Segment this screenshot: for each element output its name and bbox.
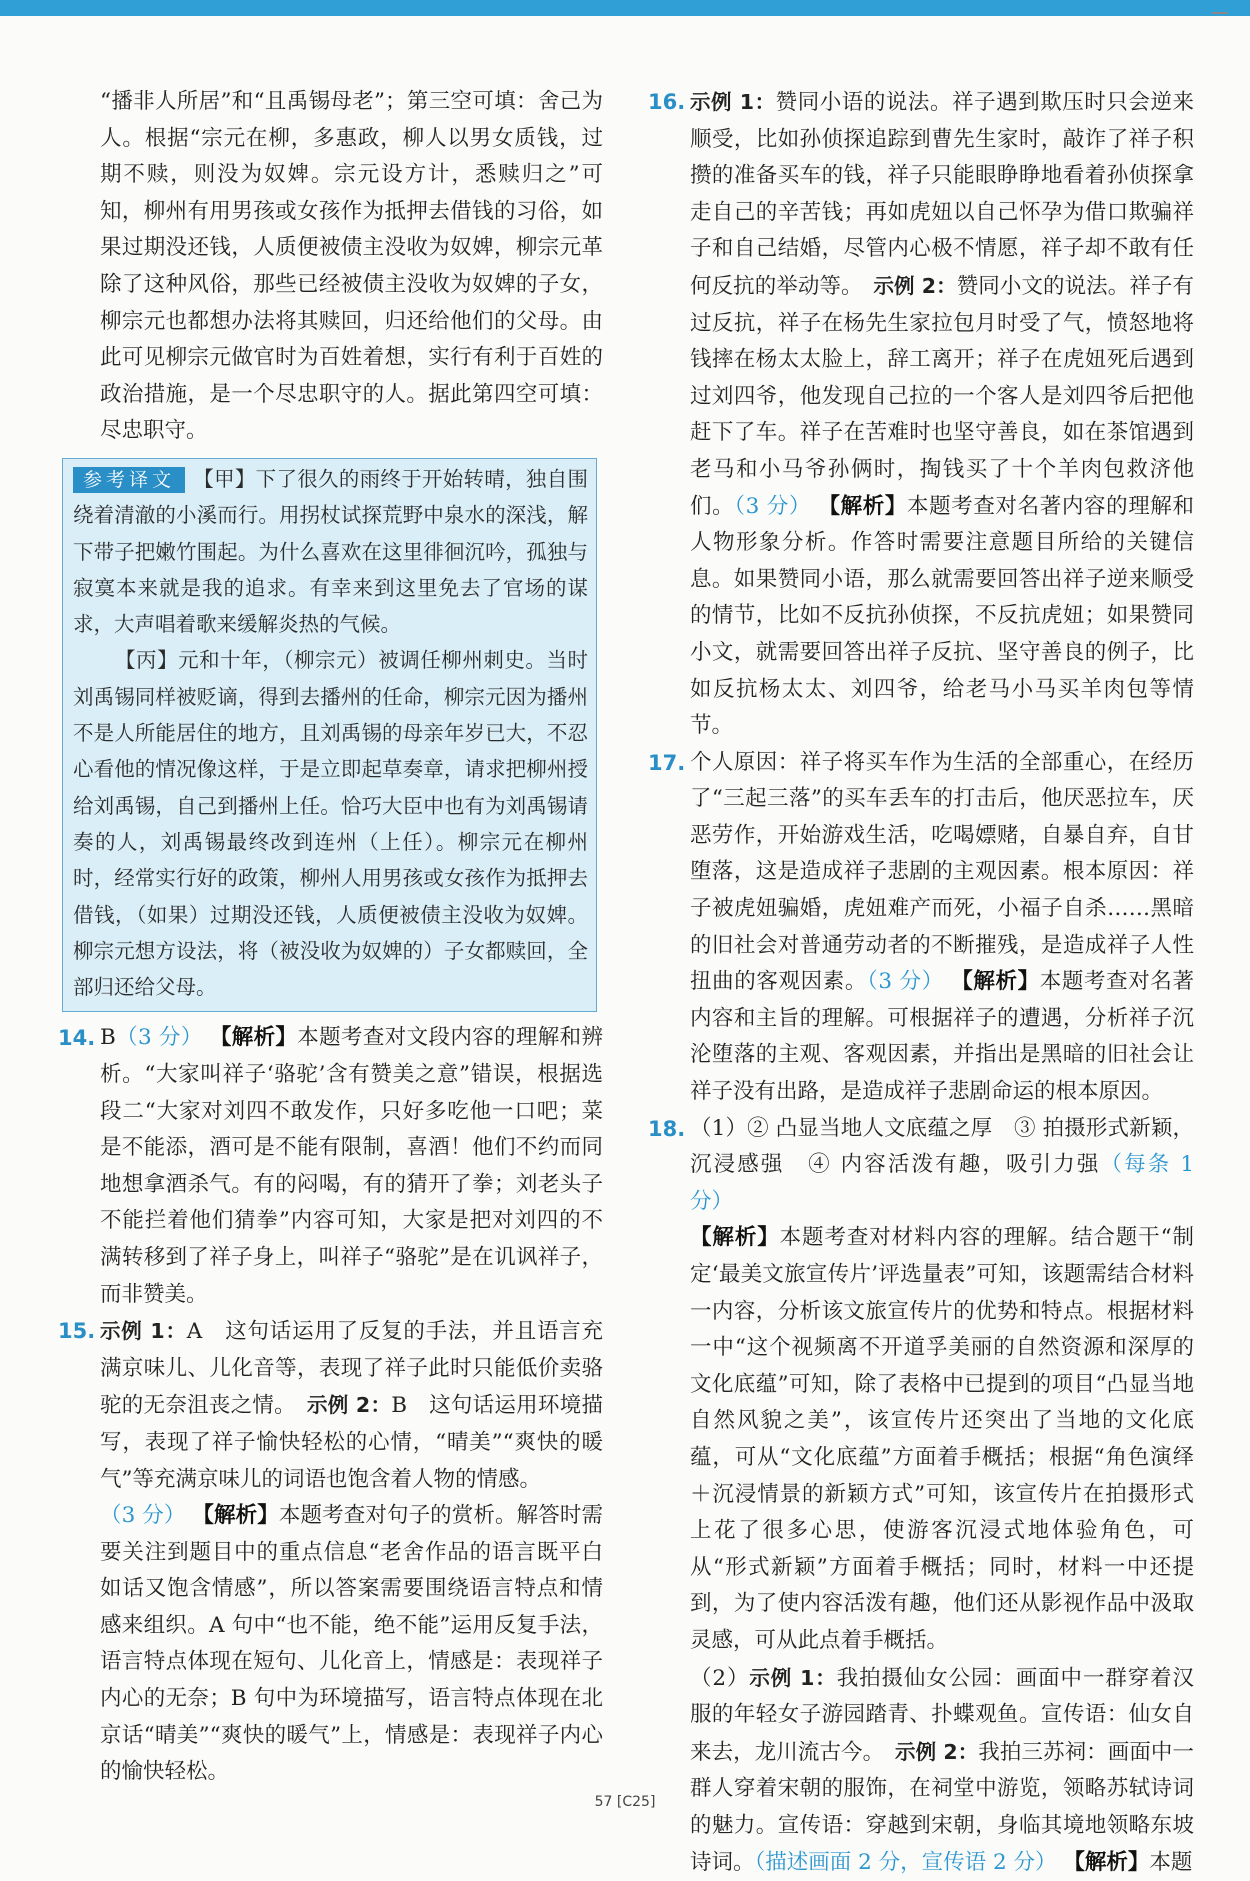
reference-translation-tag: 参考译文 — [73, 467, 185, 493]
score-note: （3 分） — [867, 969, 944, 995]
ref-paragraph-2: 【丙】元和十年，（柳宗元）被调任柳州刺史。当时刘禹锡同样被贬谪，得到去播州的任命，柳宗元因为播州不是人所能居住的地方，且刘禹锡的母亲年岁已大，不忍心看他的情况像这样，于是立即起草奏章，请求把柳州授给刘禹锡，自己到播州上任。恰巧大臣中也有为刘禹锡请奏的人，刘禹锡最终改到连州（上任）。柳宗元在柳州时，经常实行好的政策，柳州人用男孩或女孩作为抵押去借钱，（如果）过期没还钱，人质便被债主没收为奴婢。柳宗元想方设法，将（被没收为奴婢的）子女都赎回，全部归还给父母。 — [73, 648, 588, 1000]
answer-text: （1）② 凸显当地人文底蕴之厚 ③ 拍摄形式新颖，沉浸感强 ④ 内容活泼有趣，吸引力强 — [690, 1115, 1194, 1178]
example-text: 我拍摄仙女公园：画面中一群穿着汉服的年轻女子游园踏青、扑蝶观鱼。宣传语：仙女自来去，龙川流古今。 — [690, 1665, 1194, 1765]
question-16-answer — [690, 84, 1194, 745]
analysis-text: 本题考查对句子的赏析。解答时需要关注到题目中的重点信息“老舍作品的语言既平白如话又饱含情感”，所以答案需要围绕语言特点和情感来组织。A 句中“也不能，绝不能”运用反复手法，语言特点体现在短句、儿化音上，情感是：表现祥子内心的无奈；B 句中为环境描写，语言特点体现在北京话“晴美”“爽快的暖气”上，情感是：表现祥子内心的愉快轻松。 — [100, 1503, 603, 1785]
question-number: 18. — [648, 1116, 686, 1141]
question-18-answer — [690, 1111, 1194, 1660]
analysis-text: 本题考查对材料内容的理解。结合题干“制定‘最美文旅宣传片’评选量表”可知，该题需结合材料一内容，分析该文旅宣传片的优势和特点。根据材料一中“这个视频离不开道孚美丽的自然资源和深厚的文化底蕴”可知，除了表格中已提到的项目“凸显当地自然风貌之美”，该宣传片还突出了当地的文化底蕴，可从“文化底蕴”方面着手概括；根据“角色演绎＋沉浸情景的新颖方式”可知，该宣传片在拍摄形式上花了很多心思，使游客沉浸式地体验角色，可从“形式新颖”方面着手概括；同时，材料一中还提到，为了使内容活泼有趣，他们还从影视作品中汲取灵感，可从此点着手概括。 — [690, 1225, 1194, 1653]
example-text: B 这句话运用环境描写，表现了祥子愉快轻松的心情，“晴美”“爽快的暖气”等充满京味儿的词语也饱含着人物的情感。 — [100, 1393, 603, 1492]
score-note: （3 分） — [734, 493, 812, 519]
ref-paragraph-1 — [73, 461, 588, 642]
score-note: （3 分） — [100, 1503, 186, 1529]
example-text: A 这句话运用了反复的手法，并且语言充满京味儿、儿化音等，表现了祥子此时只能低价卖骆驼的无奈沮丧之情。 — [100, 1319, 603, 1419]
question-16 — [648, 84, 1194, 745]
analysis-label: 【解析】 — [1063, 1849, 1150, 1875]
question-15-answer — [100, 1313, 603, 1791]
page-number: 57 — [594, 1794, 613, 1810]
question-14-answer — [100, 1020, 603, 1313]
answer-choice: B — [100, 1025, 116, 1051]
top-color-bar — [0, 0, 1250, 16]
analysis-label: 【解析】 — [818, 493, 907, 519]
question-17 — [648, 745, 1194, 1111]
analysis-label: 【解析】 — [690, 1225, 780, 1251]
example-label: 示例 1： — [100, 1319, 187, 1344]
question-number: 17. — [648, 750, 686, 775]
question-18 — [648, 1111, 1194, 1660]
question-number: 14. — [58, 1026, 96, 1051]
intro-paragraph: “播非人所居”和“且禹锡母老”；第三空可填：舍己为人。根据“宗元在柳，多惠政，柳人以男女质钱，过期不赎，则没为奴婢。宗元设方计，悉赎归之”可知，柳州有用男孩或女孩作为抵押去借钱的习俗，如果过期没还钱，人质便被债主没收为奴婢，柳宗元革除了这种风俗，那些已经被债主没收为奴婢的子女，柳宗元也都想办法将其赎回，归还给他们的父母。由此可见柳宗元做官时为百姓着想，实行有利于百姓的政治措施，是一个尽忠职守的人。据此第四空可填：尽忠职守。 — [100, 89, 603, 444]
analysis-text: 本题 — [1149, 1849, 1193, 1875]
answer-text: 个人原因：祥子将买车作为生活的全部重心，在经历了“三起三落”的买车丢车的打击后，他厌恶拉车，厌恶劳作，开始游戏生活，吃喝嫖赌，自暴自弃，自甘堕落，这是造成祥子悲剧的主观因素。根本原因：祥子被虎妞骗婚，虎妞难产而死，小福子自杀……黑暗的旧社会对普通劳动者的不断摧残，是造成祥子人性扭曲的客观因素。 — [690, 749, 1194, 995]
example-text: 赞同小语的说法。祥子遇到欺压时只会逆来顺受，比如孙侦探追踪到曹先生家时，敲诈了祥子积攒的准备买车的钱，祥子只能眼睁睁地看着孙侦探拿走自己的辛苦钱；再如虎妞以自己怀孕为借口欺骗祥子和自己结婚，尽管内心极不情愿，祥子却不敢有任何反抗的举动等。 — [690, 90, 1194, 299]
page-footer — [0, 1794, 1250, 1810]
analysis-label: 【解析】 — [192, 1503, 279, 1529]
analysis-text: 本题考查对名著内容的理解和人物形象分析。作答时需要注意题目所给的关键信息。如果赞同小语，那么就需要回答出祥子逆来顺受的情节，比如不反抗孙侦探，不反抗虎妞；如果赞同小文，就需要回答出祥子反抗、坚守善良的例子，比如反抗杨太太、刘四爷，给老马小马买羊肉包等情节。 — [690, 493, 1194, 739]
page-code: [C25] — [616, 1794, 656, 1810]
score-note: （描述画面 2 分，宣传语 2 分） — [754, 1849, 1057, 1875]
question-number: 15. — [58, 1319, 96, 1344]
top-corner-mark — [1212, 12, 1228, 14]
example-label: 示例 2： — [873, 273, 957, 298]
ref-paragraph-1-text: 【甲】下了很久的雨终于开始转晴，独自围绕着清澈的小溪而行。用拐杖试探荒野中泉水的深浅，解下带子把嫩竹围起。为什么喜欢在这里徘徊沉吟，孤独与寂寞本来就是我的追求。有幸来到这里免去了官场的谋求，大声唱着歌来缓解炎热的气候。 — [73, 466, 588, 637]
analysis-label: 【解析】 — [951, 969, 1040, 995]
analysis-text: 本题考查对名著内容和主旨的理解。可根据祥子的遭遇，分析祥子沉沦堕落的主观、客观因素，并指出是黑暗的旧社会让祥子没有出路，是造成祥子悲剧命运的根本原因。 — [690, 969, 1194, 1105]
question-15 — [58, 1313, 603, 1791]
score-note: （每条 1 分） — [690, 1152, 1194, 1214]
example-label: 示例 2： — [306, 1393, 392, 1418]
question-18-part-2 — [690, 1660, 1194, 1881]
example-label: 示例 1： — [749, 1665, 837, 1690]
example-label: 示例 2： — [895, 1739, 979, 1764]
analysis-label: 【解析】 — [209, 1025, 298, 1051]
sub-question-label: （2） — [690, 1665, 750, 1691]
question-14 — [58, 1020, 603, 1313]
right-column — [648, 84, 1194, 1881]
analysis-text: 本题考查对文段内容的理解和辨析。“大家叫祥子‘骆驼’含有赞美之意”错误，根据选段二“大家对刘四不敢发作，只好多吃他一口吧；菜是不能添，酒可是不能有限制，喜酒！他们不约而同地想拿酒杀气。有的闷喝，有的猜开了拳；刘老头子不能拦着他们猜拳”内容可知，大家是把对刘四的不满转移到了祥子身上，叫祥子“骆驼”是在讥讽祥子，而非赞美。 — [100, 1025, 603, 1307]
example-text: 我拍三苏祠：画面中一群人穿着宋朝的服饰，在祠堂中游览，领略苏轼诗词的魅力。宣传语：穿越到宋朝，身临其境地领略东坡诗词。 — [690, 1739, 1194, 1875]
question-number: 16. — [648, 90, 686, 114]
example-label: 示例 1： — [690, 90, 776, 114]
question-17-answer — [690, 745, 1194, 1111]
example-text: 赞同小文的说法。祥子有过反抗，祥子在杨先生家拉包月时受了气，愤怒地将钱摔在杨太太脸上，辞工离开；祥子在虎妞死后遇到过刘四爷，他发现自己拉的一个客人是刘四爷后把他赶下了车。祥子在苦难时也坚守善良，如在茶馆遇到老马和小马爷孙俩时，掏钱买了十个羊肉包救济他们。 — [690, 273, 1194, 519]
score-note: （3 分） — [115, 1025, 203, 1051]
left-column — [58, 84, 603, 1791]
reference-translation-box — [62, 458, 597, 1012]
